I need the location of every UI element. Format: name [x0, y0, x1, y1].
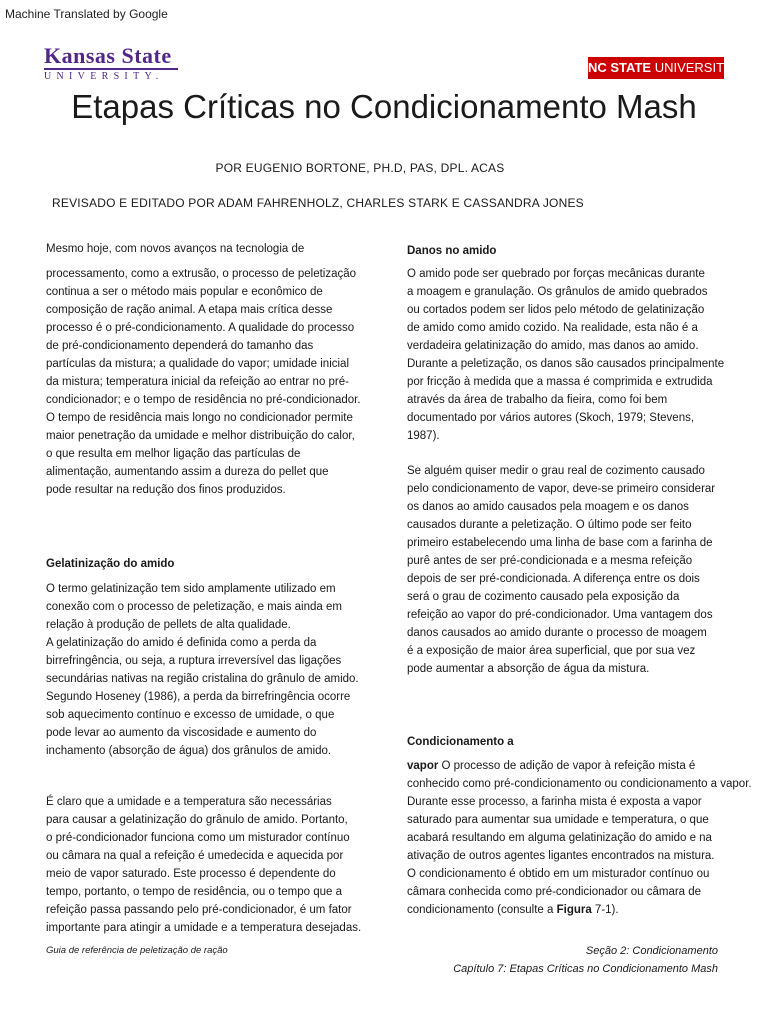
paragraph-line: o que resulta em melhor ligação das partículas de [46, 448, 301, 460]
paragraph-line: ativação de outros agentes ligantes encontrados na mistura. [407, 850, 715, 862]
paragraph-line: Durante esse processo, a farinha mista é exposta a vapor [407, 796, 702, 808]
paragraph-line: ou cortados podem ser lidos pelo método de gelatinização [407, 304, 705, 316]
paragraph-line: Durante a peletização, os danos são causados principalmente [407, 358, 725, 370]
paragraph-line: danos causados ao amido durante o processo de moagem [407, 627, 707, 639]
figure-ref-pre: condicionamento (consulte a [407, 904, 557, 916]
paragraph-line: depois de ser pré-condicionada. A diferença entre os dois [407, 573, 700, 585]
paragraph-line: birrefringência, ou seja, a ruptura irreversível das ligações [46, 655, 342, 667]
left-column-intro [46, 240, 304, 258]
paragraph-line: continua a ser o método mais popular e econômico de [46, 286, 323, 298]
paragraph-line: de pré-condicionamento dependerá do tamanho das [46, 340, 314, 352]
paragraph-line: conexão com o processo de peletização, e mais ainda em [46, 601, 342, 613]
paragraph-line: maior penetração da umidade e melhor distribuição do calor, [46, 430, 355, 442]
vapor-word: vapor [407, 760, 439, 772]
paragraph-line: secundárias nativas na região cristalina do grânulo de amido. [46, 673, 359, 685]
left-column-umidade [46, 793, 361, 937]
paragraph-line: por fricção à medida que a massa é comprimida e extrudida [407, 376, 713, 388]
ksu-logo-line2: UNIVERSITY. [44, 71, 164, 82]
paragraph-line: acabará resultando em alguma gelatinização do amido e na [407, 832, 712, 844]
paragraph-line: refeição passa passando pelo pré-condicionador, é um fator [46, 904, 352, 916]
paragraph-line: saturado para aumentar sua umidade e temperatura, o que [407, 814, 709, 826]
paragraph-line: conhecido como pré-condicionamento ou condicionamento a vapor. [407, 778, 752, 790]
paragraph-line: o pré-condicionador funciona como um misturador contínuo [46, 832, 350, 844]
ksu-logo-rule [44, 68, 178, 70]
paragraph-line: documentado por vários autores (Skoch, 1979; Stevens, [407, 412, 695, 424]
paragraph-line: Segundo Hoseney (1986), a perda da birrefringência ocorre [46, 691, 351, 703]
page-title: Etapas Críticas no Condicionamento Mash [71, 88, 697, 125]
author-byline: POR EUGENIO BORTONE, PH.D, PAS, DPL. ACAS [215, 161, 505, 175]
paragraph-line: Se alguém quiser medir o grau real de cozimento causado [407, 465, 705, 477]
figure-link[interactable]: Figura [556, 904, 592, 916]
revised-by-line: REVISADO E EDITADO POR ADAM FAHRENHOLZ, CHARLES STARK E CASSANDRA JONES [52, 196, 584, 210]
paragraph-line: câmara conhecida como pré-condicionador ou câmara de [407, 886, 702, 898]
paragraph-line: condicionador; e o tempo de residência no pré-condicionador. [46, 394, 361, 406]
paragraph-line: partículas da mistura; a qualidade do vapor; umidade inicial [46, 358, 350, 370]
nc-state-logo [588, 57, 733, 79]
paragraph-line: a moagem e granulação. Os grânulos de amido quebrados [407, 286, 708, 298]
paragraph-line: pode resultar na redução dos finos produzidos. [46, 484, 286, 496]
paragraph-line: composição de ração animal. A etapa mais crítica desse [46, 304, 333, 316]
paragraph-line: é a exposição de maior área superficial, que por sua vez [407, 645, 696, 657]
paragraph-line: pode levar ao aumento da viscosidade e aumento do [46, 727, 317, 739]
right-column-figure-ref [407, 901, 619, 919]
left-column-gelatinizacao [46, 580, 359, 760]
paragraph-line: O condicionamento é obtido em um misturador contínuo ou [407, 868, 710, 880]
paragraph-line: alimentação, aumentando assim a dureza do pellet que [46, 466, 329, 478]
right-column-condicionamento [407, 757, 752, 829]
section-heading-gelatinizacao: Gelatinização do amido [46, 558, 175, 570]
paragraph-line: através da área de trabalho da fieira, como foi bem [407, 394, 668, 406]
paragraph-line: 1987). [407, 430, 440, 442]
section-heading-danos: Danos no amido [407, 245, 497, 257]
paragraph-line: O amido pode ser quebrado por forças mecânicas durante [407, 268, 705, 280]
paragraph-line: pode aumentar a absorção de água da mistura. [407, 663, 650, 675]
paragraph-line: O termo gelatinização tem sido amplamente utilizado em [46, 583, 336, 595]
paragraph-line: da mistura; temperatura inicial da refeição ao entrar no pré- [46, 376, 349, 388]
paragraph-line: relação à produção de pellets de alta qualidade. [46, 619, 291, 631]
paragraph-line: Mesmo hoje, com novos avanços na tecnologia de [46, 243, 305, 255]
paragraph-line [407, 901, 619, 919]
section-heading-condicionamento: Condicionamento a [407, 736, 514, 748]
paragraph-line: processamento, como a extrusão, o processo de peletização [46, 268, 357, 280]
paragraph-line: refeição ao vapor do pré-condicionador. Uma vantagem dos [407, 609, 713, 621]
paragraph-line-rest: O processo de adição de vapor à refeição mista é [438, 760, 696, 772]
ncsu-logo-bold: NC STATE [588, 60, 652, 75]
paragraph-line: os danos ao amido causados pela moagem e os danos [407, 501, 689, 513]
paragraph-line: pelo condicionamento de vapor, deve-se primeiro considerar [407, 483, 716, 495]
paragraph-line: tempo, portanto, o tempo de residência, ou o tempo que a [46, 886, 342, 898]
paragraph-line [407, 757, 752, 775]
paragraph-line: causados durante a peletização. O último pode ser feito [407, 519, 692, 531]
paragraph-line: primeiro estabelecendo uma linha de base com a farinha de [407, 537, 713, 549]
paragraph-line: para causar a gelatinização do grânulo de amido. Portanto, [46, 814, 348, 826]
right-column-danos [407, 265, 724, 445]
machine-translated-banner: Machine Translated by Google [5, 7, 168, 21]
paragraph-line: É claro que a umidade e a temperatura são necessárias [46, 796, 332, 808]
paragraph-line: O tempo de residência mais longo no condicionador permite [46, 412, 353, 424]
figure-ref-post: 7-1). [591, 904, 619, 916]
paragraph-line: verdadeira gelatinização do amido, mas danos ao amido. [407, 340, 699, 352]
kansas-state-logo [44, 45, 184, 83]
footer-guide-title: Guia de referência de peletização de ração [46, 945, 228, 956]
paragraph-line: processo é o pré-condicionamento. A qualidade do processo [46, 322, 355, 334]
paragraph-line: purê antes de ser pré-condicionada e a mesma refeição [407, 555, 693, 567]
paragraph-line: sob aquecimento contínuo e excesso de umidade, o que [46, 709, 335, 721]
ksu-logo-line1: Kansas State [44, 43, 172, 68]
paragraph-line: ou câmara na qual a refeição é umedecida e aquecida por [46, 850, 344, 862]
footer-chapter-info [453, 942, 718, 978]
paragraph-line: meio de vapor saturado. Este processo é dependente do [46, 868, 336, 880]
paragraph-line: A gelatinização do amido é definida como a perda da [46, 637, 317, 649]
paragraph-line: de amido como amido cozido. Na realidade, esta não é a [407, 322, 698, 334]
paragraph-line: importante para atingir a umidade e a temperatura desejadas. [46, 922, 362, 934]
footer-section: Seção 2: Condicionamento [585, 945, 718, 957]
right-column-condicionamento-cont [407, 829, 715, 901]
paragraph-line: será o grau de cozimento causado pela exposição da [407, 591, 680, 603]
ncsu-logo-regular: UNIVERSITY [651, 60, 733, 75]
right-column-medir [407, 462, 715, 678]
footer-chapter: Capítulo 7: Etapas Críticas no Condicionamento Mash [453, 963, 718, 975]
paragraph-line: inchamento (absorção de água) dos grânulos de amido. [46, 745, 332, 757]
left-column-intro-body [46, 265, 361, 499]
